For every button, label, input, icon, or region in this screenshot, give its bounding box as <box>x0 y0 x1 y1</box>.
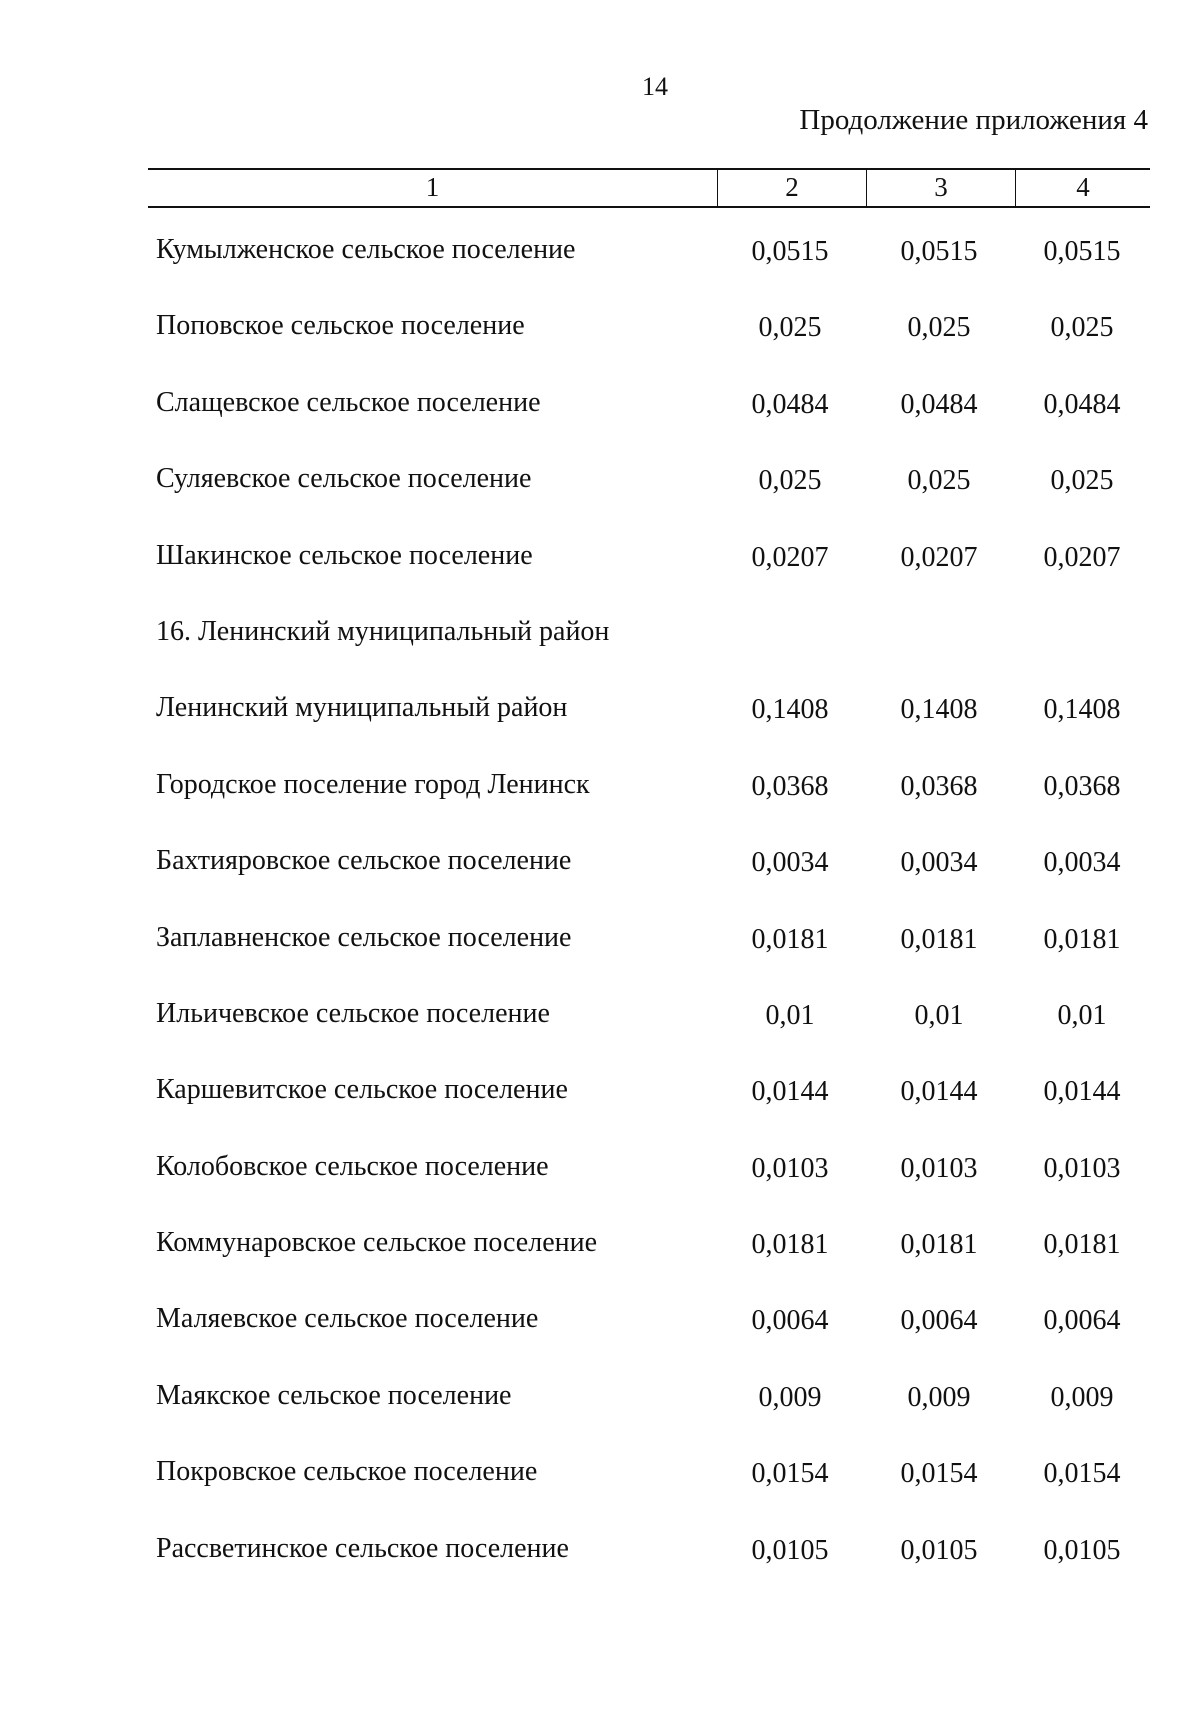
row-value-col-4: 0,0034 <box>1043 847 1121 879</box>
row-value-col-2: 0,0515 <box>751 236 829 267</box>
row-name: Ильичевское сельское поселение <box>156 997 550 1029</box>
row-value-col-2: 0,0105 <box>751 1534 829 1566</box>
row-name: Ленинский муниципальный район <box>156 692 568 724</box>
table-row <box>0 302 1200 378</box>
row-value-col-2: 0,0207 <box>751 541 829 573</box>
row-name: Коммунаровское сельское поселение <box>156 1227 598 1259</box>
table-row <box>0 1219 1200 1295</box>
row-value-col-4: 0,0105 <box>1043 1534 1121 1566</box>
row-value-col-3: 0,0484 <box>900 388 978 420</box>
row-value-col-2: 0,0034 <box>751 847 829 879</box>
row-value-col-3: 0,0181 <box>900 1229 978 1261</box>
row-name: Колобовское сельское поселение <box>156 1150 549 1182</box>
table-row <box>0 608 1200 684</box>
row-value-col-2: 0,0154 <box>751 1458 829 1490</box>
row-value-col-3: 0,0144 <box>900 1076 978 1108</box>
table-row <box>0 837 1200 913</box>
row-value-col-4: 0,0181 <box>1043 1229 1121 1261</box>
table-header <box>148 168 1150 208</box>
row-value-col-4: 0,0064 <box>1043 1305 1121 1337</box>
row-value-col-3: 0,0105 <box>900 1534 978 1566</box>
table-row <box>0 1372 1200 1448</box>
row-value-col-3: 0,025 <box>907 312 971 344</box>
row-name: Покровское сельское поселение <box>156 1456 538 1488</box>
row-value-col-2: 0,0368 <box>751 770 829 802</box>
row-value-col-4: 0,009 <box>1050 1381 1114 1413</box>
header-col-2: 2 <box>717 170 866 206</box>
table-row <box>0 1525 1200 1601</box>
table-row <box>0 1143 1200 1219</box>
row-name: Городское поселение город Ленинск <box>156 768 590 800</box>
row-value-col-2: 0,025 <box>758 312 822 344</box>
row-name: Маякское сельское поселение <box>156 1379 512 1411</box>
header-col-1: 1 <box>425 172 440 202</box>
row-value-col-2: 0,0181 <box>751 923 829 955</box>
row-value-col-3: 0,009 <box>907 1381 971 1413</box>
table-row <box>0 532 1200 608</box>
row-value-col-4: 0,0154 <box>1043 1458 1121 1490</box>
table-row <box>0 1448 1200 1524</box>
row-value-col-2: 0,0181 <box>751 1229 829 1261</box>
row-value-col-4: 0,025 <box>1050 465 1114 497</box>
row-value-col-2: 0,0064 <box>751 1305 829 1337</box>
row-value-col-4: 0,1408 <box>1043 694 1121 726</box>
row-value-col-2: 0,0103 <box>751 1152 829 1184</box>
row-value-col-4: 0,025 <box>1050 312 1114 344</box>
row-value-col-2: 0,1408 <box>751 694 829 726</box>
continuation-label: Продолжение приложения 4 <box>799 104 1148 136</box>
row-value-col-3: 0,0154 <box>900 1458 978 1490</box>
row-value-col-4: 0,0207 <box>1043 541 1121 573</box>
header-col-4: 4 <box>1015 170 1150 206</box>
row-value-col-3: 0,0181 <box>900 923 978 955</box>
table-row <box>0 684 1200 760</box>
row-value-col-2: 0,009 <box>758 1381 822 1413</box>
table-row <box>0 990 1200 1066</box>
row-value-col-3: 0,0207 <box>900 541 978 573</box>
row-value-col-4: 0,0368 <box>1043 770 1121 802</box>
row-value-col-3: 0,0103 <box>900 1152 978 1184</box>
row-name: Шакинское сельское поселение <box>156 539 533 571</box>
row-value-col-3: 0,01 <box>914 999 964 1031</box>
row-value-col-2: 0,0144 <box>751 1076 829 1108</box>
row-name: 16. Ленинский муниципальный район <box>156 615 610 647</box>
row-value-col-2: 0,01 <box>765 999 815 1031</box>
row-value-col-3: 0,0515 <box>900 236 978 267</box>
table-row <box>0 914 1200 990</box>
row-value-col-3: 0,1408 <box>900 694 978 726</box>
row-value-col-4: 0,0103 <box>1043 1152 1121 1184</box>
row-name: Каршевитское сельское поселение <box>156 1074 568 1106</box>
table-row <box>0 1295 1200 1371</box>
table-row <box>0 1066 1200 1142</box>
table-row <box>0 761 1200 837</box>
row-value-col-2: 0,0484 <box>751 388 829 420</box>
row-value-col-3: 0,0368 <box>900 770 978 802</box>
row-name: Заплавненское сельское поселение <box>156 921 572 953</box>
row-value-col-2: 0,025 <box>758 465 822 497</box>
row-name: Маляевское сельское поселение <box>156 1303 539 1335</box>
table-row <box>0 455 1200 531</box>
page-number: 14 <box>642 72 668 101</box>
row-value-col-4: 0,0484 <box>1043 388 1121 420</box>
table-row <box>0 226 1200 302</box>
table-body <box>0 226 1200 1601</box>
row-name: Поповское сельское поселение <box>156 310 525 342</box>
row-name: Кумылженское сельское поселение <box>156 234 576 265</box>
row-name: Слащевское сельское поселение <box>156 386 541 418</box>
header-col-3: 3 <box>866 170 1015 206</box>
row-value-col-3: 0,025 <box>907 465 971 497</box>
row-value-col-4: 0,0144 <box>1043 1076 1121 1108</box>
row-value-col-3: 0,0064 <box>900 1305 978 1337</box>
row-value-col-4: 0,0181 <box>1043 923 1121 955</box>
row-value-col-4: 0,0515 <box>1043 236 1121 267</box>
table-row <box>0 379 1200 455</box>
row-name: Суляевское сельское поселение <box>156 463 532 495</box>
row-value-col-3: 0,0034 <box>900 847 978 879</box>
row-name: Рассветинское сельское поселение <box>156 1532 569 1564</box>
row-name: Бахтияровское сельское поселение <box>156 845 572 877</box>
row-value-col-4: 0,01 <box>1057 999 1107 1031</box>
